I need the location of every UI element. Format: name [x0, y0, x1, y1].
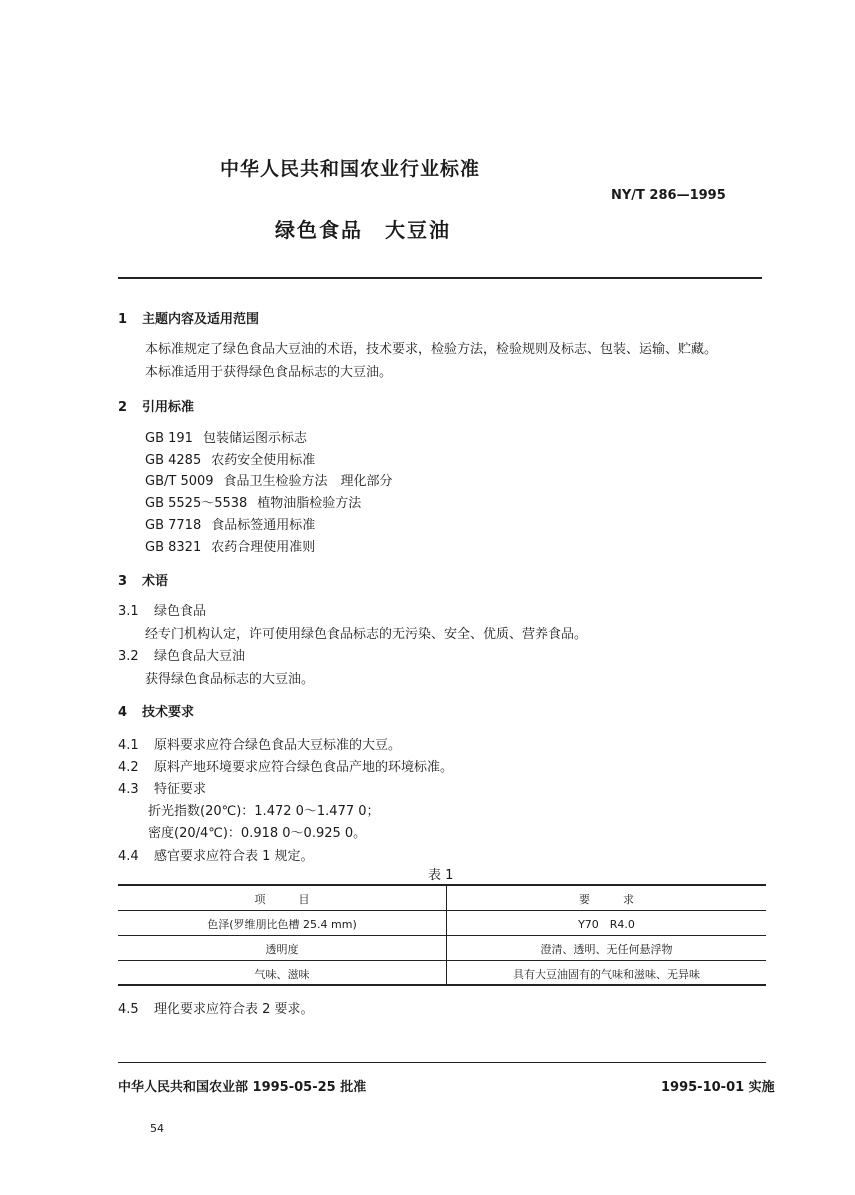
- table-header-requirement: 要 求: [579, 893, 634, 906]
- clause-text: 感官要求应符合表 1 规定。: [154, 849, 314, 864]
- footer-rule: [118, 1062, 766, 1063]
- reference-item: [145, 514, 315, 533]
- table-cell-requirement: 澄清、透明、无任何悬浮物: [540, 943, 673, 956]
- section-1-para-2: 本标准适用于获得绿色食品标志的大豆油。: [145, 365, 393, 380]
- clause-4-2: [118, 756, 453, 775]
- approval-line: 中华人民共和国农业部 1995-05-25 批准: [118, 1080, 367, 1095]
- clause-text: 理化要求应符合表 2 要求。: [154, 1002, 314, 1017]
- section-number: 1: [118, 312, 128, 327]
- table-cell-requirement: 具有大豆油固有的气味和滋味、无异味: [513, 968, 700, 981]
- clause-number: 4.4: [118, 849, 139, 864]
- table-cell-item: 透明度: [265, 943, 299, 956]
- clause-number: 3.2: [118, 649, 139, 664]
- clause-number: 4.5: [118, 1002, 139, 1017]
- section-1-heading: [118, 308, 259, 327]
- table-cell-item: 气味、滋味: [254, 968, 310, 981]
- section-title: 引用标准: [142, 400, 195, 415]
- reference-name: 农药合理使用准则: [211, 540, 316, 555]
- reference-name: 包装储运图示标志: [202, 431, 307, 446]
- reference-name: 植物油脂检验方法: [257, 496, 362, 511]
- reference-item: [145, 427, 307, 446]
- clause-number: 3.1: [118, 604, 139, 619]
- term-3-2-heading: [118, 645, 245, 664]
- reference-name: 食品标签通用标准: [211, 518, 316, 533]
- table-1-caption: 表 1: [428, 868, 454, 883]
- section-4-heading: [118, 701, 194, 720]
- standard-org-title: 中华人民共和国农业行业标准: [220, 158, 481, 180]
- document-title-part-a: 绿色食品: [275, 218, 363, 242]
- table-row-rule: [118, 935, 766, 936]
- clause-text: 特征要求: [154, 782, 207, 797]
- term-3-1-definition: 经专门机构认定，许可使用绿色食品标志的无污染、安全、优质、营养食品。: [145, 627, 588, 642]
- clause-4-3: [118, 778, 206, 797]
- clause-text: 原料产地环境要求应符合绿色食品产地的环境标准。: [154, 760, 454, 775]
- clause-4-1: [118, 734, 401, 753]
- section-title: 技术要求: [142, 705, 195, 720]
- table-header-rule: [118, 910, 766, 911]
- clause-title: 绿色食品: [154, 604, 207, 619]
- reference-code: GB 7718: [145, 518, 202, 533]
- document-title-part-b: 大豆油: [385, 218, 451, 242]
- section-number: 3: [118, 574, 128, 589]
- clause-number: 4.2: [118, 760, 139, 775]
- section-2-heading: [118, 396, 194, 415]
- term-3-2-definition: 获得绿色食品标志的大豆油。: [145, 672, 315, 687]
- reference-item: [145, 470, 393, 489]
- reference-name: 食品卫生检验方法 理化部分: [223, 474, 393, 489]
- effective-date: 1995-10-01 实施: [661, 1080, 775, 1095]
- section-number: 4: [118, 705, 128, 720]
- document-title: [275, 214, 451, 243]
- reference-item: [145, 492, 361, 511]
- section-title: 主题内容及适用范围: [142, 312, 260, 327]
- section-1-para-1: 本标准规定了绿色食品大豆油的术语，技术要求，检验方法，检验规则及标志、包装、运输、贮藏。: [145, 342, 718, 357]
- clause-number: 4.1: [118, 738, 139, 753]
- clause-title: 绿色食品大豆油: [154, 649, 246, 664]
- page-number: 54: [150, 1122, 164, 1135]
- reference-code: GB/T 5009: [145, 474, 214, 489]
- table-cell-requirement: Y70 R4.0: [578, 918, 635, 931]
- reference-code: GB 5525～5538: [145, 496, 248, 511]
- reference-item: [145, 449, 315, 468]
- reference-code: GB 4285: [145, 453, 202, 468]
- clause-number: 4.3: [118, 782, 139, 797]
- reference-item: [145, 536, 315, 555]
- clause-4-4: [118, 845, 314, 864]
- reference-code: GB 191: [145, 431, 193, 446]
- reference-name: 农药安全使用标准: [211, 453, 316, 468]
- standard-code: NY/T 286—1995: [611, 188, 726, 203]
- term-3-1-heading: [118, 600, 206, 619]
- header-rule: [118, 277, 762, 279]
- clause-4-5: [118, 998, 314, 1017]
- section-title: 术语: [142, 574, 169, 589]
- table-bottom-rule: [118, 984, 766, 986]
- clause-text: 原料要求应符合绿色食品大豆标准的大豆。: [154, 738, 402, 753]
- table-row-rule: [118, 960, 766, 961]
- section-3-heading: [118, 570, 168, 589]
- table-top-rule: [118, 884, 766, 886]
- table-cell-item: 色泽(罗维朋比色槽 25.4 mm): [207, 918, 357, 931]
- reference-code: GB 8321: [145, 540, 202, 555]
- section-number: 2: [118, 400, 128, 415]
- refractive-index-spec: 折光指数(20℃)：1.472 0～1.477 0；: [148, 804, 380, 819]
- table-header-item: 项 目: [254, 893, 310, 906]
- density-spec: 密度(20/4℃)：0.918 0～0.925 0。: [148, 826, 367, 841]
